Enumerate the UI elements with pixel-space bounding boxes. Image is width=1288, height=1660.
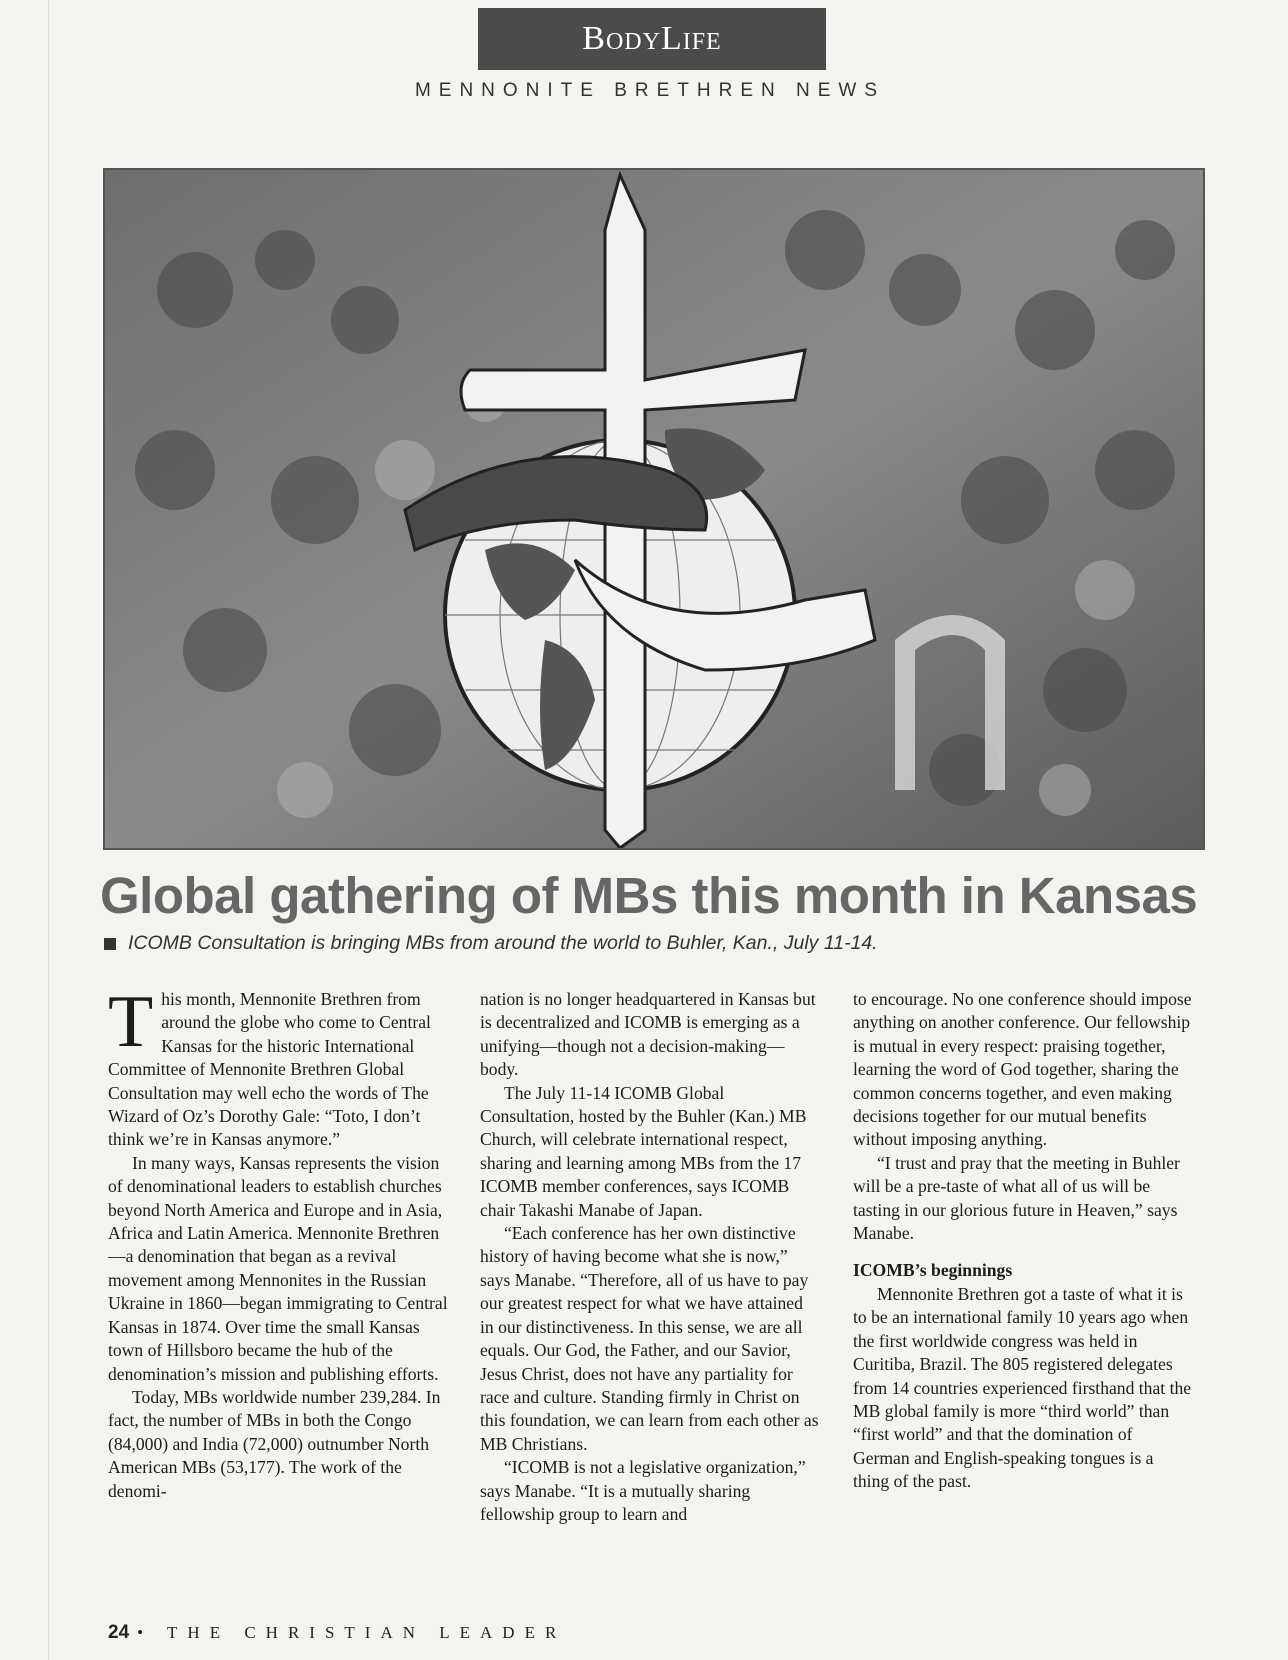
paragraph: “ICOMB is not a legislative organization,” says Manabe. “It is a mutually sharing fellowship group to learn and	[480, 1457, 806, 1524]
drop-cap: T	[108, 981, 154, 1063]
article-column-1	[108, 981, 448, 1503]
paragraph-text: his month, Mennonite Brethren from around the globe who come to Central Kansas for the historic International Committee of Mennonite Brethren Global Consultation may well echo the words of The Wizard of Oz’s Dorothy Gale: “Toto, I don’t think we’re in Kansas anymore.”	[108, 989, 431, 1150]
paragraph: “I trust and pray that the meeting in Buhler will be a pre-taste of what all of us will be tasting in our glorious future in Heaven,” says Manabe.	[853, 1152, 1180, 1244]
page-footer	[108, 1622, 566, 1644]
paragraph: to encourage. No one conference should impose anything on another conference. Our fellowship is mutual in every respect: praising together, learning the word of God together, sharing the common concerns together, and even making decisions together for our mutual benefits without imposing anything.	[853, 989, 1192, 1150]
paragraph: In many ways, Kansas represents the vision of denominational leaders to establish churches beyond North America and Europe and in Asia, Africa and Latin America. Mennonite Brethren—a denomination that began as a revival movement among Mennonites in the Russian Ukraine in 1860—began immigrating to Central Kansas in 1874. Over time the small Kansas town of Hillsboro became the hub of the denomination’s mission and publishing efforts.	[108, 1152, 448, 1384]
page-number: 24	[108, 1622, 130, 1643]
page-margin-rule	[48, 0, 49, 1660]
paragraph: Mennonite Brethren got a taste of what it is to be an international family 10 years ago when the first worldwide congress was held in Curitiba, Brazil. The 805 registered delegates from 14 countries experienced firsthand that the MB global family is more “third world” than “first world” and that the domination of German and English-speaking tongues is a thing of the past.	[853, 1283, 1192, 1492]
publication-name: THE CHRISTIAN LEADER	[167, 1623, 567, 1642]
deck-text: ICOMB Consultation is bringing MBs from around the world to Buhler, Kan., July 11-14.	[128, 932, 878, 954]
paragraph	[108, 981, 448, 1152]
article-headline: Global gathering of MBs this month in Kansas	[100, 867, 1198, 924]
collage-photo	[103, 168, 1205, 850]
article-column-2	[480, 988, 820, 1526]
paragraph: “Each conference has her own distinctive history of having become what she is now,” says Manabe. “Therefore, all of us have to pay our greatest respect for what we have attained in our distinctiveness. In this sense, we are all equals. Our God, the Father, and our Savior, Jesus Christ, does not have any partiality for race and culture. Standing firmly in Christ on this foundation, we can learn from each other as MB Christians.	[480, 1223, 819, 1454]
square-bullet-icon	[104, 938, 116, 950]
article-deck	[104, 932, 1204, 955]
footer-separator: •	[137, 1623, 154, 1642]
paragraph: nation is no longer headquartered in Kansas but is decentralized and ICOMB is emerging as a unifying—though not a decision-making—body.	[480, 989, 816, 1080]
section-banner: BodyLife	[478, 8, 826, 70]
article-column-3	[853, 988, 1193, 1494]
icomb-cross-globe-hands-logo	[105, 170, 1203, 848]
section-subhead: MENNONITE BRETHREN NEWS	[414, 80, 886, 101]
paragraph: The July 11-14 ICOMB Global Consultation, hosted by the Buhler (Kan.) MB Church, will celebrate international respect, sharing and learning among MBs from the 17 ICOMB member conferences, says ICOMB chair Takashi Manabe of Japan.	[480, 1082, 807, 1220]
paragraph: Today, MBs worldwide number 239,284. In fact, the number of MBs in both the Congo (84,000) and India (72,000) outnumber North American MBs (53,177). The work of the denomi-	[108, 1386, 441, 1501]
section-heading: ICOMB’s beginnings	[853, 1260, 1013, 1281]
